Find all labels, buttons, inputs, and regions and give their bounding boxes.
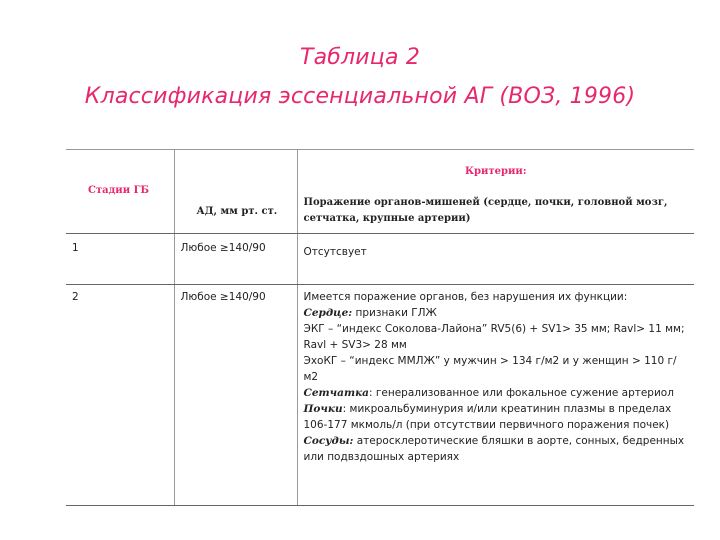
criteria-cell: Отсутсвует — [297, 234, 694, 285]
bp-cell: Любое ≥140/90 — [174, 285, 297, 506]
table-row — [66, 234, 694, 285]
ecg-criteria: ЭКГ – “индекс Соколова-Лайона” RV5(6) + SV1> 35 мм; Ravl> 11 мм; Ravl + SV3> 28 мм — [303, 323, 685, 351]
header-criteria-label: Критерии: — [464, 166, 527, 177]
table-number-title: Таблица 2 — [299, 45, 421, 70]
header-stage: Стадии ГБ — [88, 185, 150, 196]
criteria-intro: Имеется поражение органов, без нарушения их функции: — [303, 291, 628, 303]
bp-cell: Любое ≥140/90 — [174, 234, 297, 285]
header-bp: АД, мм рт. ст. — [196, 206, 278, 217]
vessels-label: Сосуды: — [303, 435, 354, 447]
table-title: Классификация эссенциальной АГ (ВОЗ, 1996) — [84, 84, 636, 109]
header-bp-cell — [174, 150, 297, 234]
stage-cell: 2 — [66, 285, 174, 506]
vessels-text: атеросклеротические бляшки в аорте, сонных, бедренных или подвздошных артериях — [303, 435, 685, 463]
classification-table — [66, 149, 694, 506]
header-stage-cell — [66, 150, 174, 234]
heart-label: Сердце: — [303, 307, 353, 319]
heart-criteria — [304, 305, 689, 321]
retina-text: : генерализованное или фокальное сужение артериол — [368, 387, 674, 399]
echo-criteria: ЭхоКГ – “индекс ММЛЖ” у мужчин > 134 г/м2 и у женщин > 110 г/м2 — [303, 355, 677, 383]
stage-cell: 1 — [66, 234, 174, 285]
heart-text: признаки ГЛЖ — [352, 307, 437, 319]
kidney-text: : микроальбуминурия и/или креатинин плазмы в пределах 106-177 мкмоль/л (при отсутствии первичного поражения почек) — [303, 403, 672, 431]
retina-label: Сетчатка — [303, 387, 369, 399]
header-criteria-cell — [297, 150, 694, 234]
table-row — [66, 285, 694, 506]
kidney-criteria — [304, 401, 689, 433]
header-criteria-description: Поражение органов-мишеней (сердце, почки, головной мозг, сетчатка, крупные артерии) — [303, 197, 668, 224]
kidney-label: Почки — [303, 403, 343, 415]
criteria-cell — [297, 285, 694, 506]
retina-criteria — [304, 385, 689, 401]
vessels-criteria — [304, 433, 689, 465]
table-header-row — [66, 150, 694, 234]
